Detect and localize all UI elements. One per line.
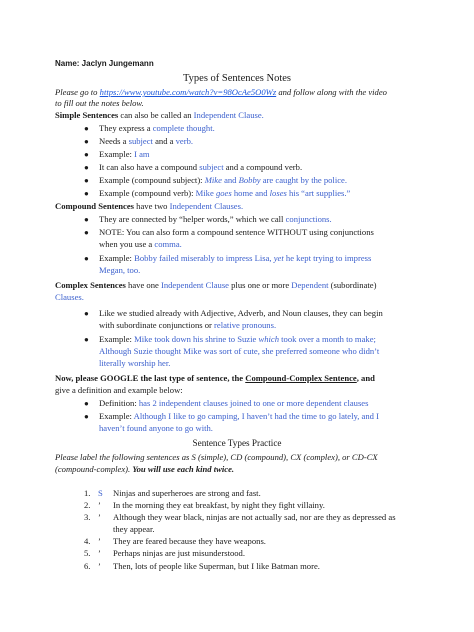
google-term: Compound-Complex Sentence	[245, 373, 357, 383]
item-text: Example:	[99, 334, 135, 344]
list-item-continued: literally worship her.	[99, 358, 171, 368]
practice-bold: You will use each kind twice.	[132, 464, 235, 474]
bullet-icon: ●	[84, 189, 89, 198]
bullet-icon: ●	[84, 176, 89, 185]
item-text: and a	[152, 136, 176, 146]
practice-sentence: Then, lots of people like Superman, but I like Batman more.	[113, 561, 320, 571]
practice-sentence: Although they wear black, ninjas are not actually sad, nor are they as depressed as	[113, 512, 396, 522]
list-item	[99, 398, 368, 409]
item-text: They express a	[99, 123, 153, 133]
list-item	[99, 253, 371, 264]
bullet-icon: ●	[84, 254, 89, 263]
practice-text: (compound-complex).	[55, 464, 133, 474]
complex-desc: plus one or more	[228, 280, 292, 290]
list-item: NOTE: You can also form a compound sentence WITHOUT using conjunctions	[99, 227, 374, 237]
answer-value[interactable]: ’	[98, 548, 101, 558]
simple-desc: can also be called an	[118, 110, 194, 120]
item-text: Needs a	[99, 136, 129, 146]
item-number: 2.	[84, 500, 91, 510]
intro-line-1	[55, 87, 387, 98]
bullet-icon: ●	[84, 399, 89, 408]
item-answer: Mike	[204, 175, 222, 185]
bullet-icon: ●	[84, 163, 89, 172]
list-item	[99, 334, 376, 345]
item-number: 1.	[84, 488, 91, 498]
list-item	[99, 214, 332, 225]
item-answer: took over a month to make;	[279, 334, 376, 344]
item-answer: which	[258, 334, 279, 344]
item-text: when you use a	[99, 239, 155, 249]
list-item-continued: Although Suzie thought Mike was sort of cute, she preferred someone who didn’t	[99, 346, 380, 356]
item-answer: conjunctions.	[285, 214, 332, 224]
list-item: Like we studied already with Adjective, Adverb, and Noun clauses, they can begin	[99, 308, 383, 318]
compound-desc: have two	[134, 201, 170, 211]
complex-desc: (subordinate)	[328, 280, 377, 290]
item-text: Example:	[99, 411, 134, 421]
google-prompt: , and	[356, 373, 375, 383]
item-answer: has 2 independent clauses joined to one or more dependent clauses	[138, 398, 369, 408]
bullet-icon: ●	[84, 124, 89, 133]
item-text: Example (compound subject):	[99, 175, 205, 185]
item-answer: yet	[273, 253, 284, 263]
compound-term: Independent Clauses.	[169, 201, 244, 211]
compound-heading: Compound Sentences	[55, 201, 135, 211]
simple-heading: Simple Sentences	[55, 110, 119, 120]
answer-value[interactable]: S	[98, 488, 103, 498]
list-item-continued	[99, 239, 182, 250]
list-item	[99, 162, 302, 173]
item-answer: subject	[128, 136, 153, 146]
google-prompt-line-2: give a definition and example below:	[55, 385, 183, 395]
bullet-icon: ●	[84, 150, 89, 159]
item-text: Example:	[99, 253, 135, 263]
item-answer: I am	[134, 149, 150, 159]
practice-sentence: They are feared because they have weapons.	[113, 536, 266, 546]
list-item	[99, 149, 150, 160]
complex-heading: Complex Sentences	[55, 280, 126, 290]
answer-value[interactable]: ’	[98, 536, 101, 546]
item-text: It can also have a compound	[99, 162, 200, 172]
practice-instructions-2	[55, 464, 234, 475]
bullet-icon: ●	[84, 335, 89, 344]
item-number: 5.	[84, 548, 91, 558]
list-item-continued: haven’t found anyone to go with.	[99, 423, 213, 433]
answer-value[interactable]: ’	[98, 561, 101, 571]
list-item	[99, 175, 347, 186]
bullet-icon: ●	[84, 137, 89, 146]
item-answer: verb.	[175, 136, 194, 146]
bullet-icon: ●	[84, 309, 89, 318]
practice-sentence: Perhaps ninjas are just misunderstood.	[113, 548, 245, 558]
google-prompt: Now, please GOOGLE the last type of sentence, the	[55, 373, 246, 383]
item-answer: Mike took down his shrine to Suzie	[134, 334, 259, 344]
item-answer: his “art supplies.”	[286, 188, 351, 198]
item-answer: comma.	[154, 239, 182, 249]
practice-sentence: In the morning they eat breakfast, by night they fight villainy.	[113, 500, 325, 510]
list-item	[99, 188, 350, 199]
item-answer: Mike	[195, 188, 216, 198]
page-title: Types of Sentences Notes	[182, 73, 292, 84]
simple-heading-line	[55, 110, 264, 121]
item-answer: Bobby failed miserably to impress Lisa,	[134, 253, 274, 263]
item-answer: goes	[215, 188, 232, 198]
intro-line-2: to fill out the notes below.	[55, 98, 144, 108]
item-answer: subject	[199, 162, 224, 172]
google-prompt-line	[55, 373, 375, 384]
list-item-continued: Megan, too.	[99, 265, 141, 275]
item-text: Example (compound verb):	[99, 188, 196, 198]
item-number: 6.	[84, 561, 91, 571]
item-answer: are caught by the police.	[260, 175, 347, 185]
item-answer: home and	[231, 188, 270, 198]
item-answer: relative pronouns.	[214, 320, 277, 330]
complex-heading-line-2: Clauses.	[55, 292, 84, 302]
item-answer: Bobby	[238, 175, 261, 185]
practice-title: Sentence Types Practice	[192, 438, 282, 448]
practice-sentence-continued: they appear.	[113, 524, 155, 534]
item-answer: loses	[269, 188, 287, 198]
item-answer: he kept trying to impress	[283, 253, 372, 263]
list-item-continued	[99, 320, 276, 331]
video-link[interactable]: https://www.youtube.com/watch?v=98OcAe5O0Wz	[99, 87, 277, 97]
item-text: Definition:	[99, 398, 139, 408]
bullet-icon: ●	[84, 228, 89, 237]
intro-text: Please go to	[55, 87, 100, 97]
complex-term: Independent Clause	[160, 280, 229, 290]
item-text: and a compound verb.	[223, 162, 303, 172]
bullet-icon: ●	[84, 412, 89, 421]
item-text: with subordinate conjunctions or	[99, 320, 215, 330]
student-name: Name: Jaclyn Jungemann	[55, 59, 154, 68]
item-answer: Although I like to go camping, I haven’t had the time to go lately, and I	[133, 411, 379, 421]
practice-sentence: Ninjas and superheroes are strong and fast.	[113, 488, 261, 498]
complex-desc: have one	[125, 280, 161, 290]
item-number: 4.	[84, 536, 91, 546]
list-item	[99, 123, 215, 134]
item-text: Example:	[99, 149, 135, 159]
complex-term: Dependent	[291, 280, 329, 290]
item-number: 3.	[84, 512, 91, 522]
answer-value[interactable]: ’	[98, 512, 101, 522]
item-answer: and	[221, 175, 239, 185]
complex-heading-line	[55, 280, 376, 291]
list-item	[99, 411, 379, 422]
practice-instructions: Please label the following sentences as S (simple), CD (compound), CX (complex), or CD-CX	[55, 452, 378, 462]
list-item	[99, 136, 193, 147]
item-answer: complete thought.	[152, 123, 215, 133]
simple-term: Independent Clause.	[193, 110, 264, 120]
item-text: They are connected by “helper words,” which we call	[99, 214, 286, 224]
bullet-icon: ●	[84, 215, 89, 224]
answer-value[interactable]: ’	[98, 500, 101, 510]
intro-text-end: and follow along with the video	[276, 87, 387, 97]
compound-heading-line	[55, 201, 243, 212]
